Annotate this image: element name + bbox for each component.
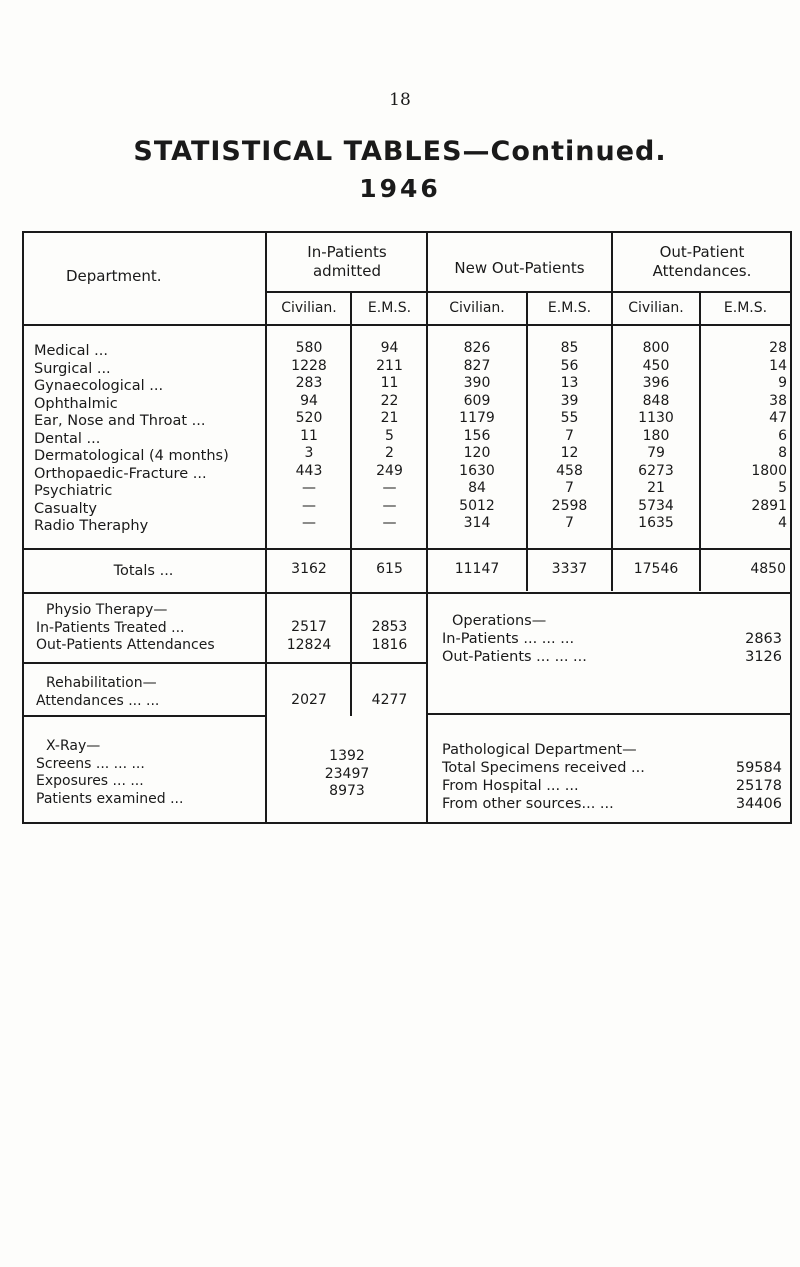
cell: 1130: [638, 410, 674, 426]
cell: 94: [300, 392, 318, 409]
cell: 23497: [324, 765, 370, 782]
cell: 94: [380, 340, 399, 356]
operations-value: 2863: [745, 631, 782, 647]
pathology-label: Total Specimens received ...: [442, 760, 645, 776]
pathology-row: [442, 759, 782, 777]
department-name: Surgical ...: [34, 360, 111, 377]
column-inpatients-ems: [352, 340, 427, 533]
cell: 1816: [371, 636, 408, 653]
physio-column-2: [352, 619, 427, 654]
header-department: Department.: [66, 267, 162, 285]
rehab-attendances-label: Attendances ... ...: [36, 692, 160, 709]
rule-top: [22, 231, 792, 233]
cell: —: [382, 480, 397, 496]
department-name: Gynaecological ...: [34, 378, 164, 394]
pathology-label: From other sources... ...: [442, 796, 614, 812]
department-name: Medical ...: [34, 343, 108, 359]
cell: 580: [295, 340, 323, 356]
xray-labels: [36, 738, 264, 808]
rule-left: [22, 231, 24, 824]
cell: 1800: [751, 462, 787, 479]
header-inpatients: In-Patients admitted: [307, 243, 387, 280]
operations-block: [442, 612, 782, 666]
xray-values: [267, 748, 427, 801]
cell: 314: [463, 515, 491, 531]
cell: 1630: [459, 462, 495, 479]
cell: 827: [463, 357, 491, 374]
cell: 180: [642, 427, 670, 444]
cell: 22: [380, 392, 399, 409]
cell: 5: [778, 480, 787, 496]
xray-screens-label: Screens ... ... ...: [36, 755, 145, 772]
cell: 84: [468, 480, 486, 496]
page-number: 18: [389, 90, 411, 110]
cell: 2891: [751, 497, 787, 514]
department-name: Dental ...: [34, 430, 101, 447]
pathology-block: [442, 741, 782, 813]
cell: 12824: [286, 636, 332, 653]
cell: 283: [295, 375, 323, 391]
cell: 826: [463, 340, 491, 356]
department-name: Ear, Nose and Throat ...: [34, 413, 206, 429]
department-name: Ophthalmic: [34, 395, 118, 412]
rule-header-bottom: [22, 324, 792, 326]
department-name: Psychiatric: [34, 483, 113, 499]
department-name: Dermatological (4 months): [34, 448, 229, 464]
cell: 211: [376, 357, 403, 374]
operations-label: Out-Patients ... ... ...: [442, 649, 587, 665]
pathology-value: 34406: [735, 796, 782, 812]
cell: 39: [560, 392, 579, 409]
pathology-heading: Pathological Department—: [442, 742, 637, 758]
physio-outpatients-label: Out-Patients Attendances: [36, 637, 215, 653]
cell: 2517: [291, 619, 327, 635]
column-new-outpatients-civilian: [428, 340, 526, 533]
total-new-outpatients-civilian: 11147: [454, 561, 500, 577]
cell: 390: [463, 375, 491, 391]
cell: 28: [769, 340, 787, 356]
pathology-value: 25178: [735, 778, 782, 794]
total-new-outpatients-ems: 3337: [551, 561, 588, 577]
cell: 79: [647, 445, 665, 461]
header-new-outpatients: New Out-Patients: [454, 259, 585, 277]
year-heading: 1946: [359, 174, 441, 203]
cell: 47: [769, 410, 787, 426]
pathology-label: From Hospital ... ...: [442, 778, 579, 794]
rule-after-physio: [22, 662, 427, 664]
cell: 848: [642, 392, 670, 409]
cell: 2598: [551, 497, 588, 514]
cell: 21: [647, 480, 665, 496]
cell: 8973: [329, 783, 365, 799]
cell: 4: [778, 515, 787, 531]
cell: 12: [560, 445, 579, 461]
cell: 249: [376, 462, 403, 479]
cell: 609: [463, 392, 491, 409]
physio-inpatients-label: In-Patients Treated ...: [36, 619, 185, 636]
xray-patients-label: Patients examined ...: [36, 790, 184, 807]
operations-row: [442, 648, 782, 666]
cell: 800: [642, 340, 670, 356]
operations-heading: Operations—: [452, 613, 547, 629]
department-list: [34, 343, 264, 536]
rehab-heading: Rehabilitation—: [46, 675, 157, 691]
cell: 38: [769, 392, 787, 409]
cell: 120: [463, 445, 491, 461]
subheader-opa-civilian: Civilian.: [628, 300, 684, 316]
total-inpatients-civilian: 3162: [291, 561, 327, 577]
cell: 9: [778, 375, 787, 391]
rule-ops-path: [427, 713, 792, 715]
cell: 1228: [291, 357, 327, 374]
cell: 396: [642, 375, 670, 391]
cell: 13: [560, 375, 579, 391]
cell: 1635: [638, 515, 674, 531]
cell: 85: [560, 340, 579, 356]
rule-before-totals: [22, 548, 792, 550]
cell: 520: [295, 410, 323, 426]
column-attendances-ems: [701, 340, 787, 533]
cell: 11: [380, 375, 399, 391]
header-outpatient-attendances: Out-Patient Attendances.: [652, 243, 752, 280]
column-inpatients-civilian: [267, 340, 351, 533]
cell: —: [382, 515, 397, 531]
xray-exposures-label: Exposures ... ...: [36, 773, 144, 789]
subheader-inp-civilian: Civilian.: [281, 300, 337, 316]
department-name: Casualty: [34, 500, 97, 517]
rule-right: [790, 231, 792, 824]
subheader-inp-ems: E.M.S.: [367, 300, 412, 316]
rule-after-totals: [22, 592, 792, 594]
cell: 56: [560, 357, 579, 374]
cell: 21: [380, 410, 399, 426]
cell: 1392: [329, 748, 365, 764]
physio-heading: Physio Therapy—: [46, 602, 168, 618]
cell: —: [302, 480, 316, 496]
physio-column-1: [267, 619, 351, 654]
pathology-row: [442, 795, 782, 813]
cell: —: [302, 515, 316, 531]
pathology-value: 59584: [735, 760, 782, 776]
cell: 7: [565, 427, 574, 444]
cell: 156: [463, 427, 491, 444]
cell: 8: [778, 445, 787, 461]
cell: 7: [565, 515, 574, 531]
cell: 3: [304, 445, 314, 461]
cell: 450: [642, 357, 670, 374]
column-attendances-civilian: [613, 340, 699, 533]
statistics-table: [22, 231, 792, 824]
department-name: Orthopaedic-Fracture ...: [34, 465, 207, 482]
cell: 5734: [638, 497, 674, 514]
cell: 443: [295, 462, 323, 479]
cell: 6: [778, 427, 787, 444]
rule-subheader: [267, 291, 792, 293]
cell: 2: [385, 445, 394, 461]
cell: —: [302, 497, 316, 514]
subheader-nop-ems: E.M.S.: [547, 300, 592, 316]
cell: 7: [565, 480, 574, 496]
cell: 1179: [459, 410, 495, 426]
subheader-opa-ems: E.M.S.: [723, 300, 768, 316]
physio-labels: [36, 602, 264, 655]
cell: 5: [385, 427, 394, 444]
department-name: Radio Theraphy: [34, 518, 149, 534]
subheader-nop-civilian: Civilian.: [449, 300, 505, 316]
total-inpatients-ems: 615: [376, 561, 403, 577]
operations-label: In-Patients ... ... ...: [442, 631, 575, 647]
cell: 458: [556, 462, 583, 479]
cell: 2853: [371, 619, 408, 635]
rule-after-rehab: [22, 715, 267, 717]
rule-bottom: [22, 822, 792, 824]
totals-label: Totals ...: [113, 563, 174, 579]
cell: 14: [769, 357, 787, 374]
page-title: STATISTICAL TABLES—Continued.: [133, 136, 667, 167]
column-new-outpatients-ems: [528, 340, 611, 533]
cell: —: [382, 497, 397, 514]
cell: 6273: [638, 462, 674, 479]
rehab-labels: [36, 675, 264, 710]
rehab-value-1: 2027: [291, 692, 327, 708]
cell: 5012: [459, 497, 495, 514]
cell: 11: [300, 427, 318, 444]
cell: 55: [560, 410, 579, 426]
rehab-value-2: 4277: [371, 692, 408, 708]
total-attendances-ems: 4850: [750, 561, 786, 577]
operations-row: [442, 630, 782, 648]
operations-value: 3126: [745, 649, 782, 665]
pathology-row: [442, 777, 782, 795]
total-attendances-civilian: 17546: [633, 561, 679, 577]
xray-heading: X-Ray—: [46, 738, 101, 754]
